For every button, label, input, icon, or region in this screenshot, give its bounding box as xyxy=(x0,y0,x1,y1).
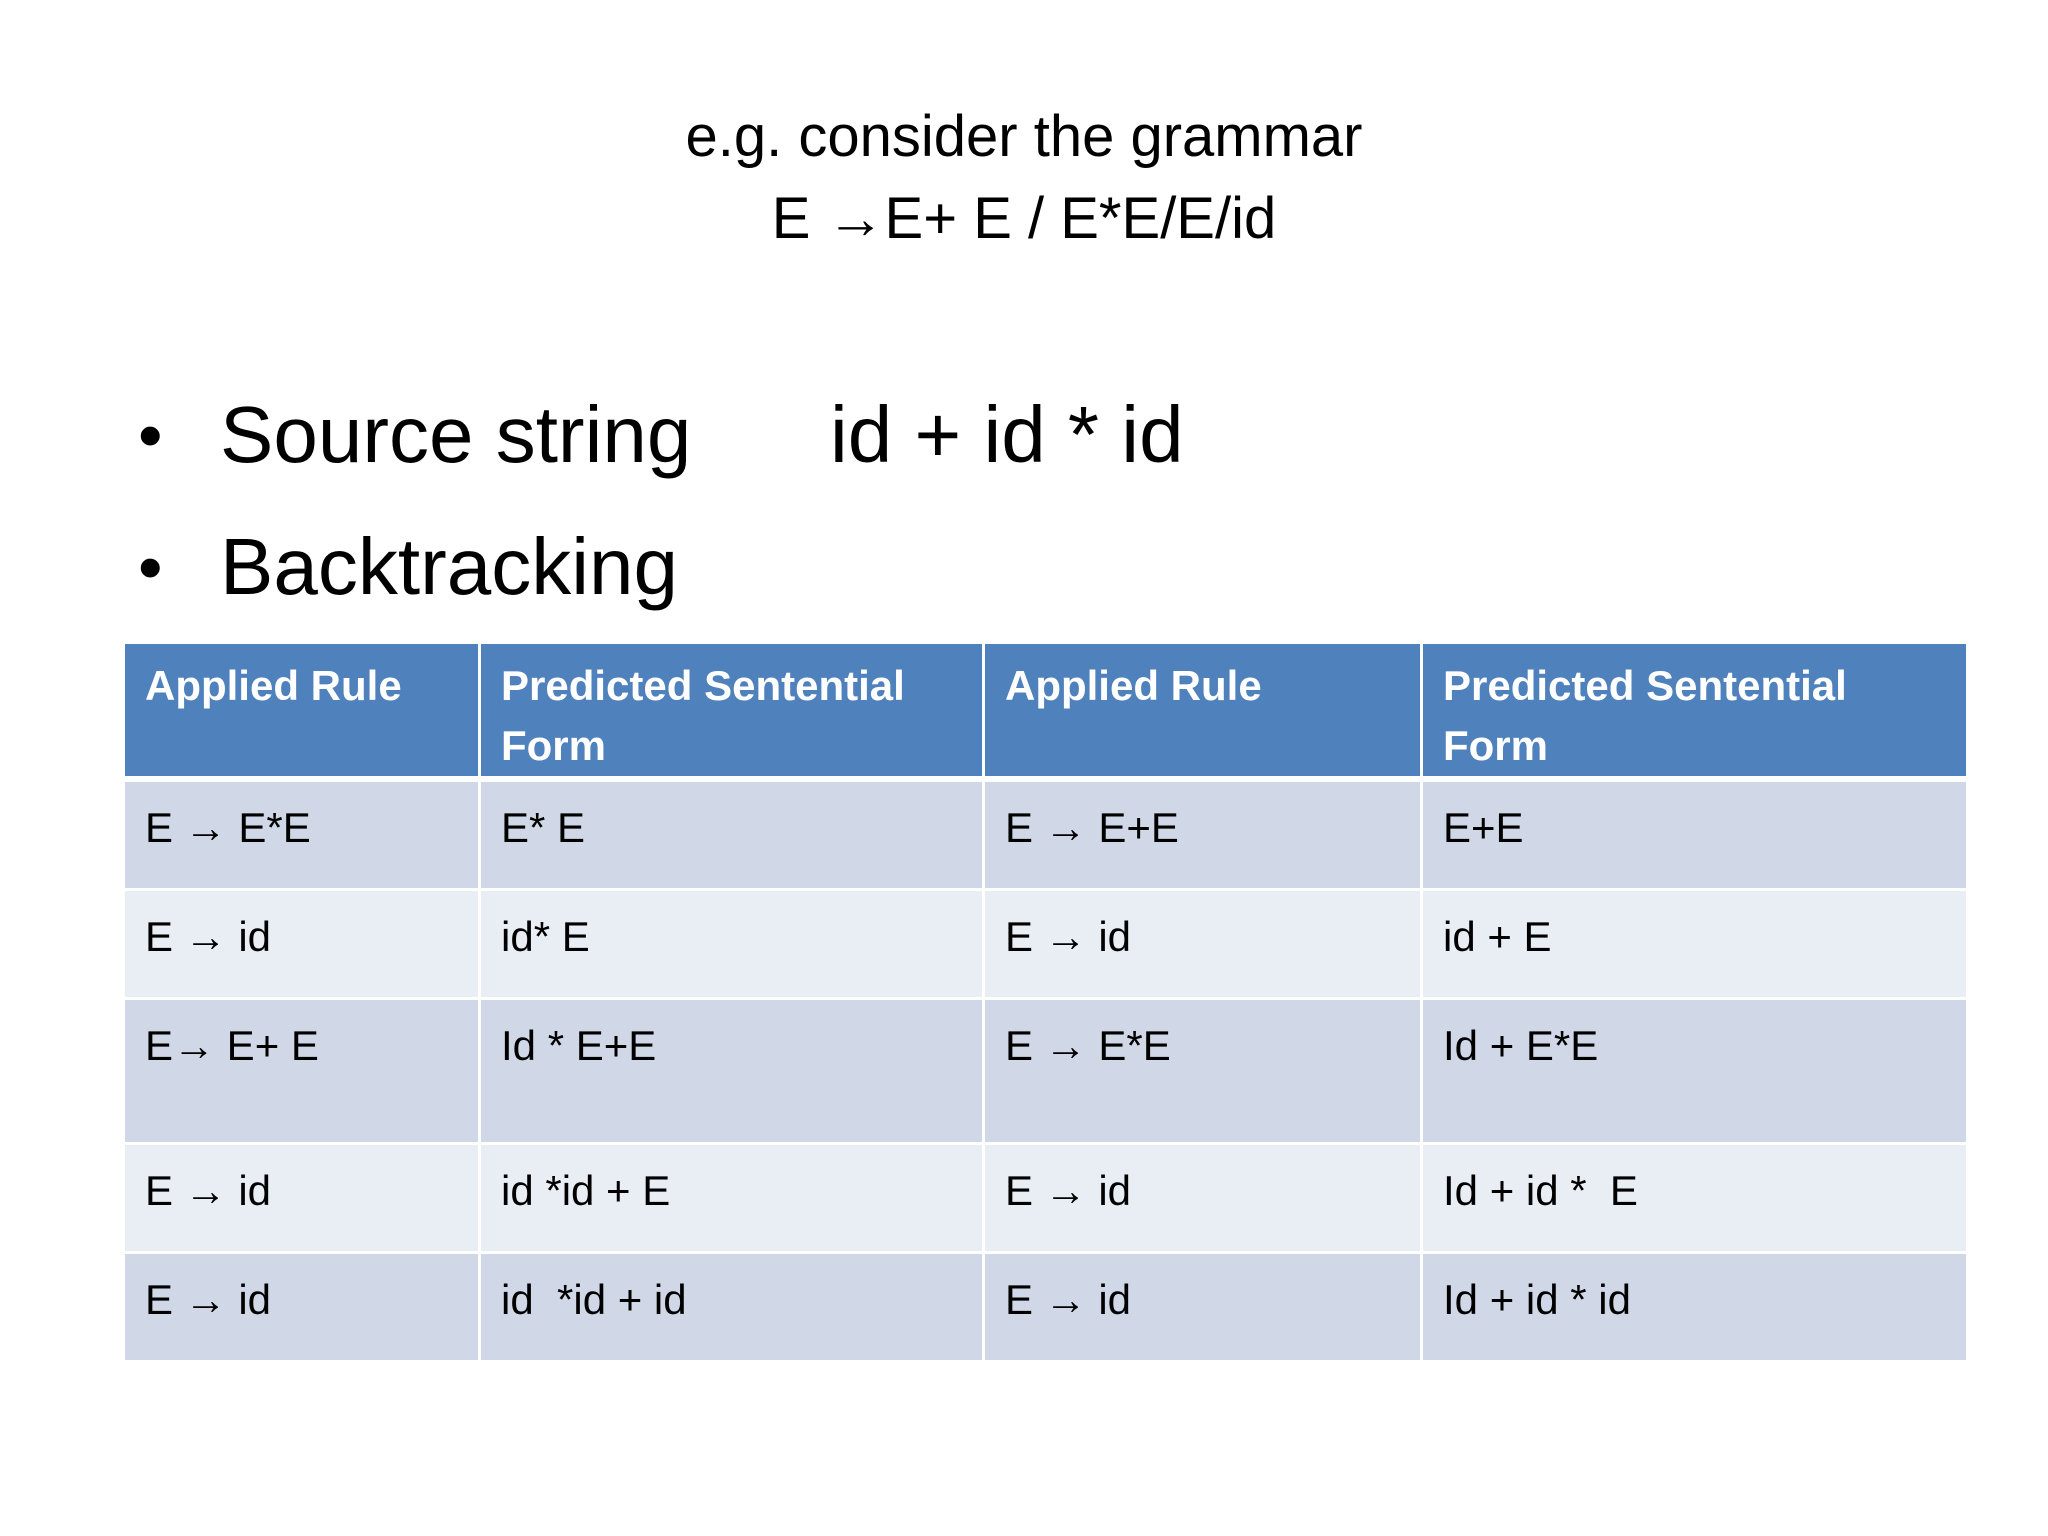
header-predicted-form-1: Predicted Sentential Form xyxy=(480,643,984,780)
header-predicted-form-2: Predicted Sentential Form xyxy=(1422,643,1968,780)
bullet-item-source-string xyxy=(138,380,1938,512)
table-cell: id + E xyxy=(1422,890,1968,999)
header-applied-rule-1: Applied Rule xyxy=(124,643,480,780)
source-string-value: id + id * id xyxy=(830,390,1184,479)
table-row xyxy=(124,999,1968,1144)
derivation-table xyxy=(122,641,1966,1363)
table-header-row xyxy=(124,643,1968,780)
table-cell: E → E+E xyxy=(984,779,1422,890)
table-cell: E → id xyxy=(124,1253,480,1362)
table-cell: id *id + id xyxy=(480,1253,984,1362)
table-cell: E → id xyxy=(984,1253,1422,1362)
table-cell: E* E xyxy=(480,779,984,890)
table-cell: Id + E*E xyxy=(1422,999,1968,1144)
table-cell: id* E xyxy=(480,890,984,999)
bullet-text: Backtracking xyxy=(220,522,678,611)
bullet-text: Source string xyxy=(220,390,692,479)
table-cell: Id + id * id xyxy=(1422,1253,1968,1362)
bullet-item-backtracking xyxy=(138,512,1938,644)
table-cell: E → id xyxy=(984,890,1422,999)
table-cell: E → id xyxy=(984,1144,1422,1253)
slide-title xyxy=(0,96,2048,260)
table-row xyxy=(124,779,1968,890)
header-applied-rule-2: Applied Rule xyxy=(984,643,1422,780)
table-row xyxy=(124,890,1968,999)
table-cell: Id + id * E xyxy=(1422,1144,1968,1253)
table-cell: E → id xyxy=(124,890,480,999)
bullet-dot-icon: • xyxy=(138,396,163,474)
table-cell: Id * E+E xyxy=(480,999,984,1144)
title-line-2: E →E+ E / E*E/E/id xyxy=(771,186,1277,251)
table-cell: E → E*E xyxy=(984,999,1422,1144)
bullet-dot-icon: • xyxy=(138,528,163,606)
table xyxy=(122,641,1969,1363)
table-cell: id *id + E xyxy=(480,1144,984,1253)
table-cell: E→ E+ E xyxy=(124,999,480,1144)
table-cell: E → id xyxy=(124,1144,480,1253)
table-row xyxy=(124,1253,1968,1362)
table-cell: E+E xyxy=(1422,779,1968,890)
title-line-1: e.g. consider the grammar xyxy=(685,104,1363,169)
bullet-list xyxy=(138,380,1938,644)
table-row xyxy=(124,1144,1968,1253)
table-cell: E → E*E xyxy=(124,779,480,890)
